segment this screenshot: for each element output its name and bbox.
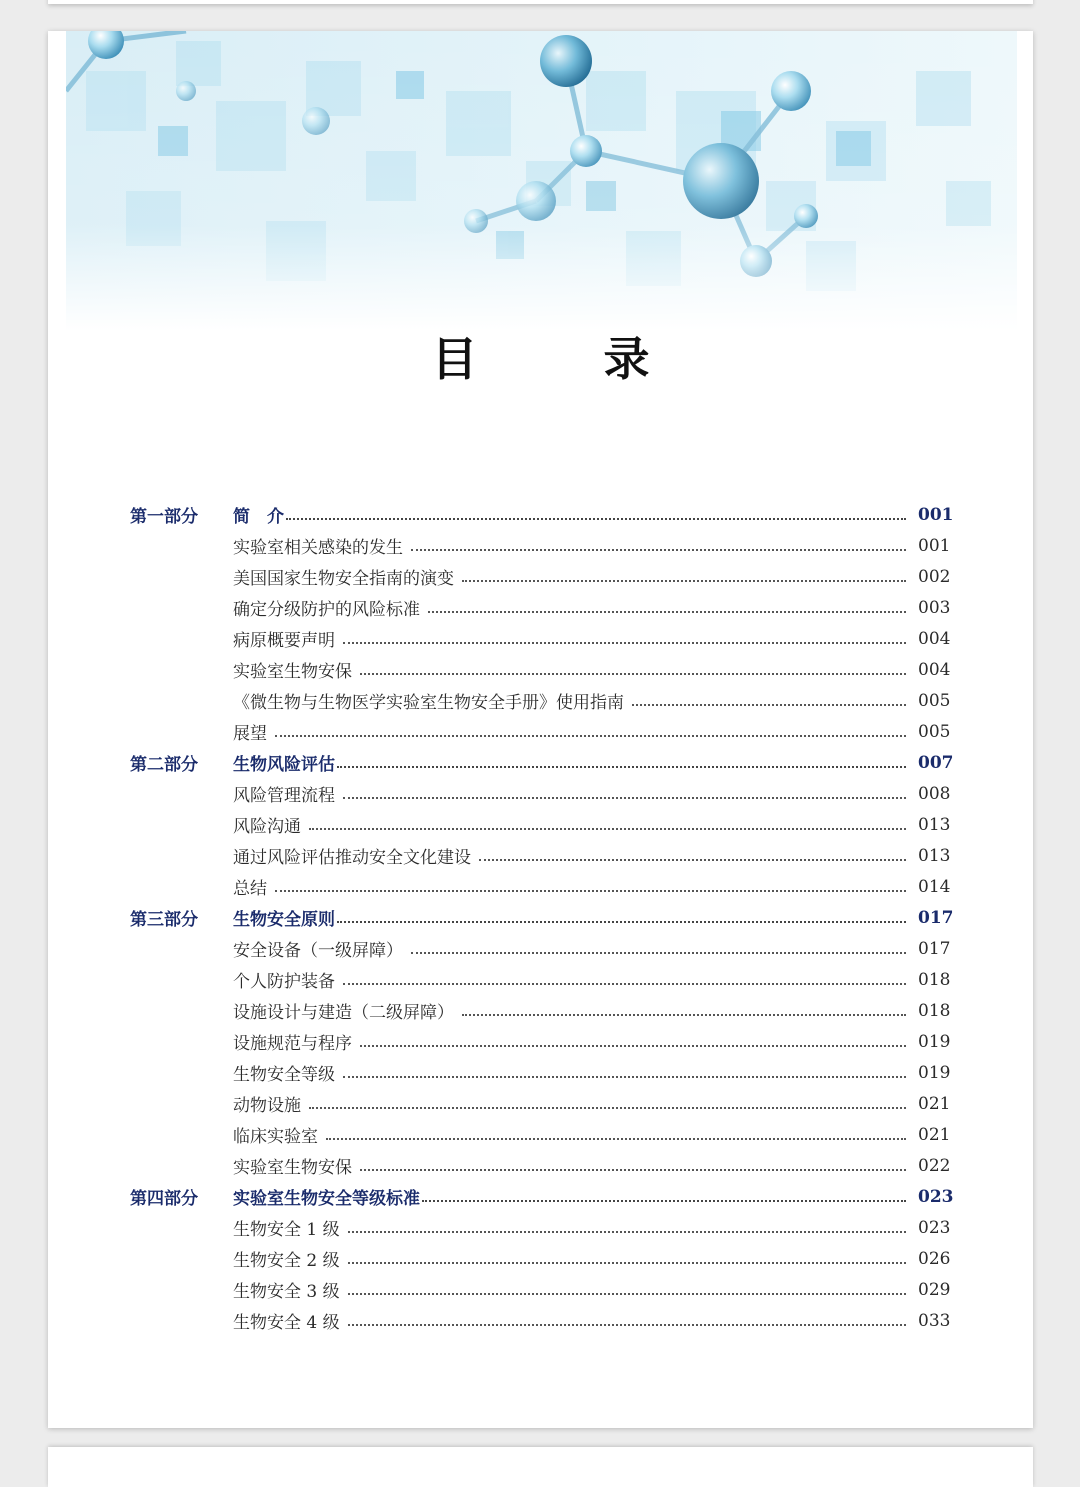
dot-leader (348, 1262, 906, 1264)
toc-entry-label: 实验室生物安保 (233, 662, 352, 682)
dot-leader (337, 766, 906, 768)
toc-entry[interactable] (130, 1305, 951, 1336)
toc-page-number: 004 (918, 659, 951, 680)
toc-page-number: 021 (918, 1093, 951, 1114)
toc-entry-label: 设施设计与建造（二级屏障） (233, 1003, 454, 1023)
dot-leader (428, 611, 906, 613)
toc-page-number: 018 (918, 969, 951, 990)
toc-entry-label: 生物安全 3 级 (233, 1282, 340, 1302)
toc-entry-label: 展望 (233, 724, 267, 744)
toc-entry-label: 通过风险评估推动安全文化建设 (233, 848, 471, 868)
toc-entry-label: 实验室生物安保 (233, 1158, 352, 1178)
table-of-contents (130, 499, 954, 1336)
toc-part-number: 第三部分 (130, 910, 198, 930)
toc-page-number: 023 (918, 1186, 954, 1207)
dot-leader (360, 1045, 906, 1047)
toc-entry[interactable] (130, 1274, 951, 1305)
toc-entry-label: 总结 (233, 879, 267, 899)
toc-entry-label: 动物设施 (233, 1096, 301, 1116)
toc-page-number: 004 (918, 628, 951, 649)
toc-entry[interactable] (130, 1150, 951, 1181)
toc-entry[interactable] (130, 809, 951, 840)
toc-page-number: 021 (918, 1124, 951, 1145)
toc-entry[interactable] (130, 995, 951, 1026)
toc-entry[interactable] (130, 1057, 951, 1088)
toc-entry-label: 生物安全 4 级 (233, 1313, 340, 1333)
toc-page-number: 013 (918, 814, 951, 835)
toc-entry-label: 生物安全 2 级 (233, 1251, 340, 1271)
dot-leader (309, 1107, 906, 1109)
toc-page-number: 017 (918, 938, 951, 959)
toc-entry[interactable] (130, 623, 951, 654)
dot-leader (411, 549, 906, 551)
page-title: 目 录 (431, 332, 690, 386)
molecule-banner-image (66, 31, 1017, 331)
toc-entry-label: 病原概要声明 (233, 631, 335, 651)
toc-page-number: 002 (918, 566, 951, 587)
toc-entry[interactable] (130, 871, 951, 902)
toc-part-entry[interactable] (130, 1181, 954, 1212)
toc-entry-label: 临床实验室 (233, 1127, 318, 1147)
toc-page-number: 019 (918, 1062, 951, 1083)
dot-leader (337, 921, 906, 923)
dot-leader (275, 735, 906, 737)
toc-entry[interactable] (130, 964, 951, 995)
toc-entry-label: 实验室生物安全等级标准 (233, 1189, 420, 1209)
toc-entry[interactable] (130, 840, 951, 871)
toc-page-number: 001 (918, 504, 954, 525)
toc-entry-label: 生物风险评估 (233, 755, 335, 775)
toc-entry-label: 生物安全等级 (233, 1065, 335, 1085)
dot-leader (286, 518, 906, 520)
toc-page-number: 003 (918, 597, 951, 618)
dot-leader (462, 1014, 906, 1016)
toc-page (48, 31, 1033, 1428)
dot-leader (411, 952, 906, 954)
toc-page-number: 014 (918, 876, 951, 897)
toc-page-number: 007 (918, 752, 954, 773)
toc-entry[interactable] (130, 561, 951, 592)
toc-entry-label: 生物安全 1 级 (233, 1220, 340, 1240)
toc-entry-label: 简 介 (233, 507, 284, 527)
dot-leader (360, 673, 906, 675)
toc-part-entry[interactable] (130, 902, 954, 933)
toc-entry[interactable] (130, 933, 951, 964)
toc-entry-label: 实验室相关感染的发生 (233, 538, 403, 558)
dot-leader (275, 890, 906, 892)
toc-entry-label: 风险沟通 (233, 817, 301, 837)
toc-page-number: 023 (918, 1217, 951, 1238)
dot-leader (462, 580, 906, 582)
toc-entry[interactable] (130, 1119, 951, 1150)
toc-entry[interactable] (130, 685, 951, 716)
toc-entry-label: 风险管理流程 (233, 786, 335, 806)
toc-part-entry[interactable] (130, 499, 954, 530)
toc-entry[interactable] (130, 530, 951, 561)
dot-leader (479, 859, 906, 861)
toc-entry[interactable] (130, 1243, 951, 1274)
toc-part-number: 第一部分 (130, 507, 198, 527)
toc-page-number: 018 (918, 1000, 951, 1021)
toc-part-entry[interactable] (130, 747, 954, 778)
toc-entry-label: 确定分级防护的风险标准 (233, 600, 420, 620)
toc-entry-label: 个人防护装备 (233, 972, 335, 992)
toc-entry-label: 生物安全原则 (233, 910, 335, 930)
toc-page-number: 005 (918, 721, 951, 742)
toc-entry[interactable] (130, 592, 951, 623)
toc-page-number: 005 (918, 690, 951, 711)
toc-page-number: 022 (918, 1155, 951, 1176)
toc-entry[interactable] (130, 778, 951, 809)
dot-leader (360, 1169, 906, 1171)
toc-page-number: 026 (918, 1248, 951, 1269)
toc-entry-label: 《微生物与生物医学实验室生物安全手册》使用指南 (233, 693, 624, 713)
toc-part-number: 第四部分 (130, 1189, 198, 1209)
toc-entry[interactable] (130, 716, 951, 747)
dot-leader (348, 1293, 906, 1295)
dot-leader (348, 1324, 906, 1326)
dot-leader (343, 1076, 906, 1078)
toc-entry-label: 设施规范与程序 (233, 1034, 352, 1054)
toc-page-number: 029 (918, 1279, 951, 1300)
toc-page-number: 017 (918, 907, 954, 928)
toc-page-number: 013 (918, 845, 951, 866)
toc-page-number: 033 (918, 1310, 951, 1331)
toc-entry[interactable] (130, 654, 951, 685)
dot-leader (422, 1200, 906, 1202)
toc-part-number: 第二部分 (130, 755, 198, 775)
dot-leader (343, 983, 906, 985)
toc-entry[interactable] (130, 1088, 951, 1119)
dot-leader (343, 642, 906, 644)
toc-page-number: 019 (918, 1031, 951, 1052)
toc-entry-label: 安全设备（一级屏障） (233, 941, 403, 961)
toc-page-number: 001 (918, 535, 951, 556)
next-page-edge (48, 1447, 1033, 1487)
dot-leader (309, 828, 906, 830)
toc-entry[interactable] (130, 1212, 951, 1243)
dot-leader (326, 1138, 906, 1140)
previous-page-edge (48, 0, 1033, 4)
toc-page-number: 008 (918, 783, 951, 804)
dot-leader (343, 797, 906, 799)
toc-entry-label: 美国国家生物安全指南的演变 (233, 569, 454, 589)
toc-entry[interactable] (130, 1026, 951, 1057)
dot-leader (348, 1231, 906, 1233)
dot-leader (632, 704, 906, 706)
